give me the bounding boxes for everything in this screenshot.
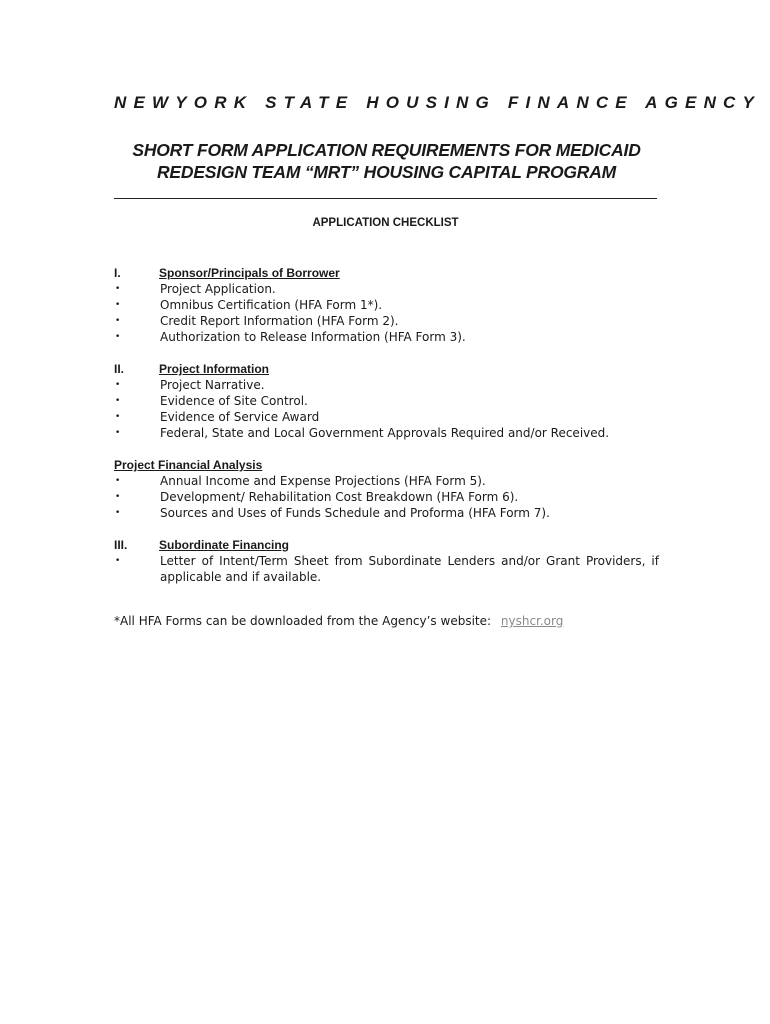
list-item [114,425,659,441]
list-item [114,377,659,393]
bullet-icon: • [115,556,121,566]
list-item-text: Project Application. [160,282,276,296]
bullet-icon: • [115,428,121,438]
section-subordinate-financing [114,537,659,585]
title-line-1: SHORT FORM APPLICATION REQUIREMENTS FOR MEDICAID [132,140,641,160]
bullet-icon: • [115,508,121,518]
section-numeral: III. [114,538,128,552]
bullet-icon: • [115,412,121,422]
document-title [114,139,659,183]
list-item-text: Credit Report Information (HFA Form 2). [160,314,399,328]
checklist-heading: APPLICATION CHECKLIST [312,217,459,229]
section-heading [114,361,659,377]
title-line-2: REDESIGN TEAM “MRT” HOUSING CAPITAL PROGRAM [156,162,617,182]
bullet-icon: • [115,380,121,390]
section-title: Subordinate Financing [159,538,290,552]
bullet-icon: • [115,396,121,406]
list-item [114,329,659,345]
bullet-icon: • [115,284,121,294]
list-item-text: Project Narrative. [160,378,265,392]
section-sponsor [114,265,659,345]
list-item [114,505,659,521]
footnote-text: *All HFA Forms can be downloaded from the Agency’s website: [114,614,492,628]
section-title: Project Financial Analysis [114,458,263,472]
list-item [114,489,659,505]
list-item-text: Evidence of Service Award [160,410,320,424]
list-item-text: Annual Income and Expense Projections (HFA Form 5). [160,474,486,488]
section-heading [114,265,659,281]
list-item [114,473,659,489]
checklist-body [114,265,659,585]
list-item-text: Letter of Intent/Term Sheet from Subordinate Lenders and/or Grant Providers, if applicable and if available. [160,554,659,584]
list-item [114,313,659,329]
section-financial-analysis [114,457,659,521]
section-title: Sponsor/Principals of Borrower [159,266,340,280]
list-item-text: Federal, State and Local Government Approvals Required and/or Received. [160,426,610,440]
bullet-icon: • [115,316,121,326]
list-item [114,393,659,409]
list-item [114,409,659,425]
list-item [114,281,659,297]
footnote [114,613,674,629]
section-numeral: I. [114,266,121,280]
list-item-text: Sources and Uses of Funds Schedule and Proforma (HFA Form 7). [160,506,550,520]
list-item [114,297,659,313]
bullet-icon: • [115,476,121,486]
section-heading [114,457,659,473]
bullet-icon: • [115,492,121,502]
bullet-icon: • [115,332,121,342]
list-item-text: Omnibus Certification (HFA Form 1*). [160,298,383,312]
title-divider [114,198,657,199]
website-link[interactable]: nyshcr.org [500,614,564,628]
list-item-text: Development/ Rehabilitation Cost Breakdown (HFA Form 6). [160,490,519,504]
section-project-information [114,361,659,441]
agency-name: NEWYORK STATE HOUSING FINANCE AGENCY [114,93,762,112]
list-item-text: Evidence of Site Control. [160,394,308,408]
list-item [114,553,659,585]
section-title: Project Information [159,362,270,376]
list-item-text: Authorization to Release Information (HFA Form 3). [160,330,466,344]
bullet-icon: • [115,300,121,310]
section-numeral: II. [114,362,125,376]
section-heading [114,537,659,553]
